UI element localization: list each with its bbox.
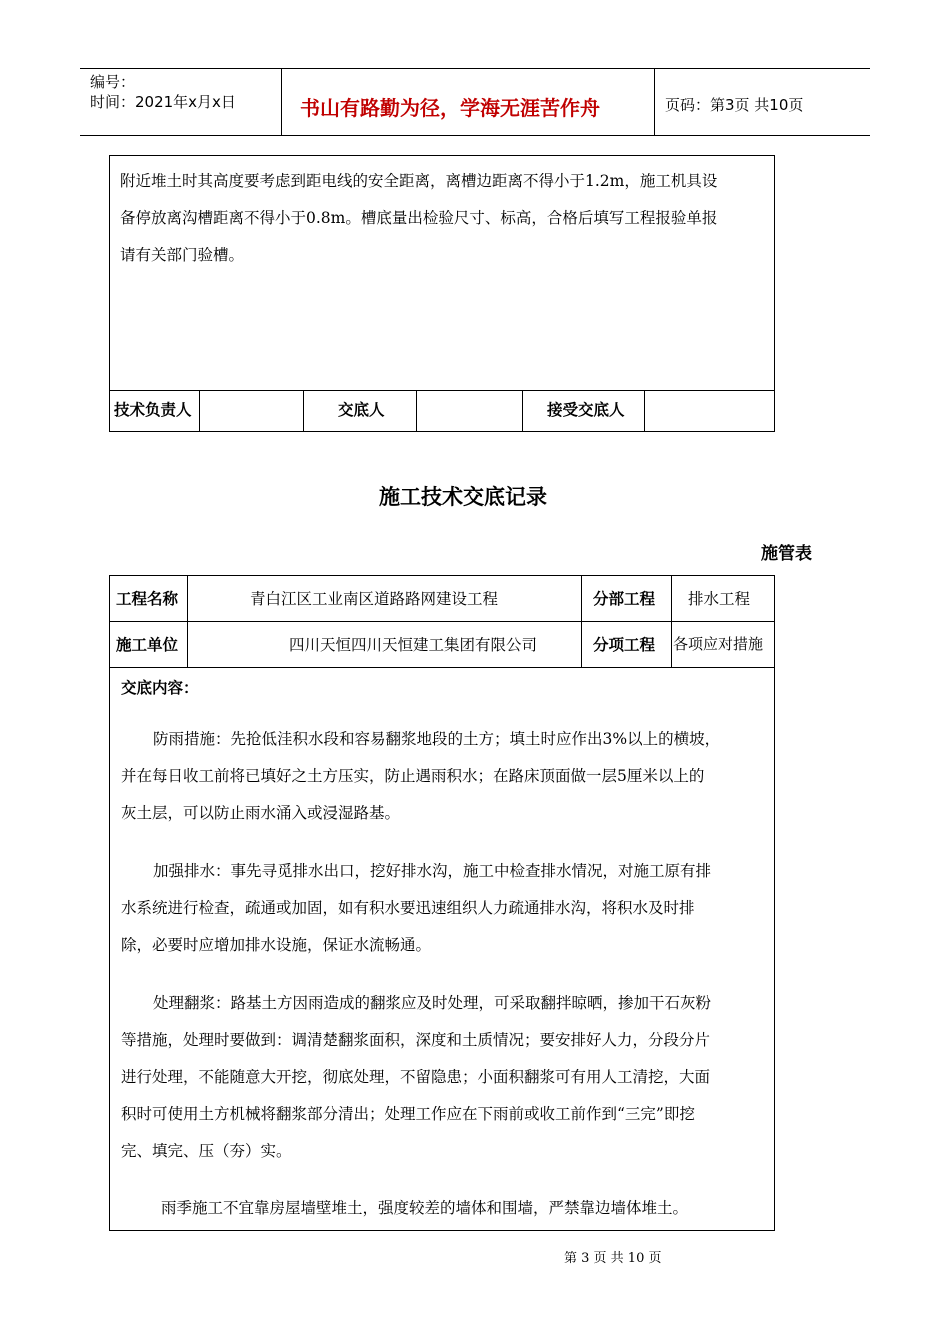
header-motto: 书山有路勤为径，学海无涯苦作舟 [300, 96, 600, 120]
sign-col-divider [199, 390, 200, 431]
header-page-label: 页码：第3页 共10页 [665, 96, 804, 114]
content-label: 交底内容： [121, 679, 199, 697]
sign-col-divider [644, 390, 645, 431]
content-line: 等措施，处理时要做到：调清楚翻浆面积，深度和土质情况；要安排好人力，分段分片 [121, 1031, 711, 1049]
unit-label: 施工单位 [116, 636, 179, 654]
header-bottom-rule [80, 135, 870, 136]
content-line: 完、填完、压（夯）实。 [121, 1142, 292, 1160]
footer-page-number: 第 3 页 共 10 页 [564, 1251, 662, 1266]
continuation-line: 备停放离沟槽距离不得小于0.8m。槽底量出检验尺寸、标高，合格后填写工程报验单报 [120, 209, 718, 227]
content-line: 处理翻浆：路基土方因雨造成的翻浆应及时处理，可采取翻拌晾晒，掺加干石灰粉 [153, 994, 712, 1012]
header-divider-left [281, 68, 282, 136]
content-line: 并在每日收工前将已填好之土方压实，防止遇雨积水；在路床顶面做一层5厘米以上的 [121, 767, 705, 785]
project-name-label: 工程名称 [116, 590, 179, 608]
content-line: 除，必要时应增加排水设施，保证水流畅通。 [121, 936, 432, 954]
col-divider [187, 576, 188, 668]
unit-value: 四川天恒四川天恒建工集团有限公司 [289, 636, 538, 654]
header-time-label: 时间：2021年x月x日 [90, 93, 236, 111]
header-number-label: 编号： [90, 73, 136, 91]
content-line: 水系统进行检查，疏通或加固，如有积水要迅速组织人力疏通排水沟，将积水及时排 [121, 899, 695, 917]
record-title: 施工技术交底记录 [379, 485, 547, 509]
content-line: 加强排水：事先寻觅排水出口，挖好排水沟，施工中检查排水情况，对施工原有排 [153, 862, 712, 880]
tech-lead-label: 技术负责人 [114, 401, 192, 419]
col-divider [581, 576, 582, 668]
project-name-value: 青白江区工业南区道路路网建设工程 [250, 590, 499, 608]
sub-project-value: 排水工程 [688, 590, 751, 608]
form-code: 施管表 [761, 544, 812, 564]
sign-col-divider [416, 390, 417, 431]
content-line: 灰土层，可以防止雨水涌入或浸湿路基。 [121, 804, 401, 822]
content-line: 防雨措施：先抢低洼积水段和容易翻浆地段的土方；填土时应作出3%以上的横坡， [153, 730, 721, 748]
discloser-label: 交底人 [338, 401, 385, 419]
content-line: 进行处理，不能随意大开挖，彻底处理，不留隐患；小面积翻浆可有用人工清挖，大面 [121, 1068, 711, 1086]
receiver-label: 接受交底人 [547, 401, 625, 419]
content-line: 积时可使用土方机械将翻浆部分清出；处理工作应在下雨前或收工前作到“三完”即挖 [121, 1105, 695, 1123]
col-divider [671, 576, 672, 668]
row-divider [110, 621, 774, 622]
continuation-line: 附近堆土时其高度要考虑到距电线的安全距离，离槽边距离不得小于1.2m，施工机具设 [120, 172, 718, 190]
sub-project-label: 分部工程 [593, 590, 656, 608]
sign-col-divider [303, 390, 304, 431]
header-divider-right [654, 68, 655, 136]
row-divider [110, 667, 774, 668]
sign-row-top-rule [110, 390, 774, 391]
item-value: 各项应对措施 [673, 635, 764, 653]
sign-col-divider [522, 390, 523, 431]
item-label: 分项工程 [593, 636, 656, 654]
continuation-line: 请有关部门验槽。 [120, 246, 245, 264]
header-top-rule [80, 68, 870, 69]
content-line: 雨季施工不宜靠房屋墙壁堆土，强度较差的墙体和围墙，严禁靠边墙体堆土。 [161, 1199, 689, 1217]
